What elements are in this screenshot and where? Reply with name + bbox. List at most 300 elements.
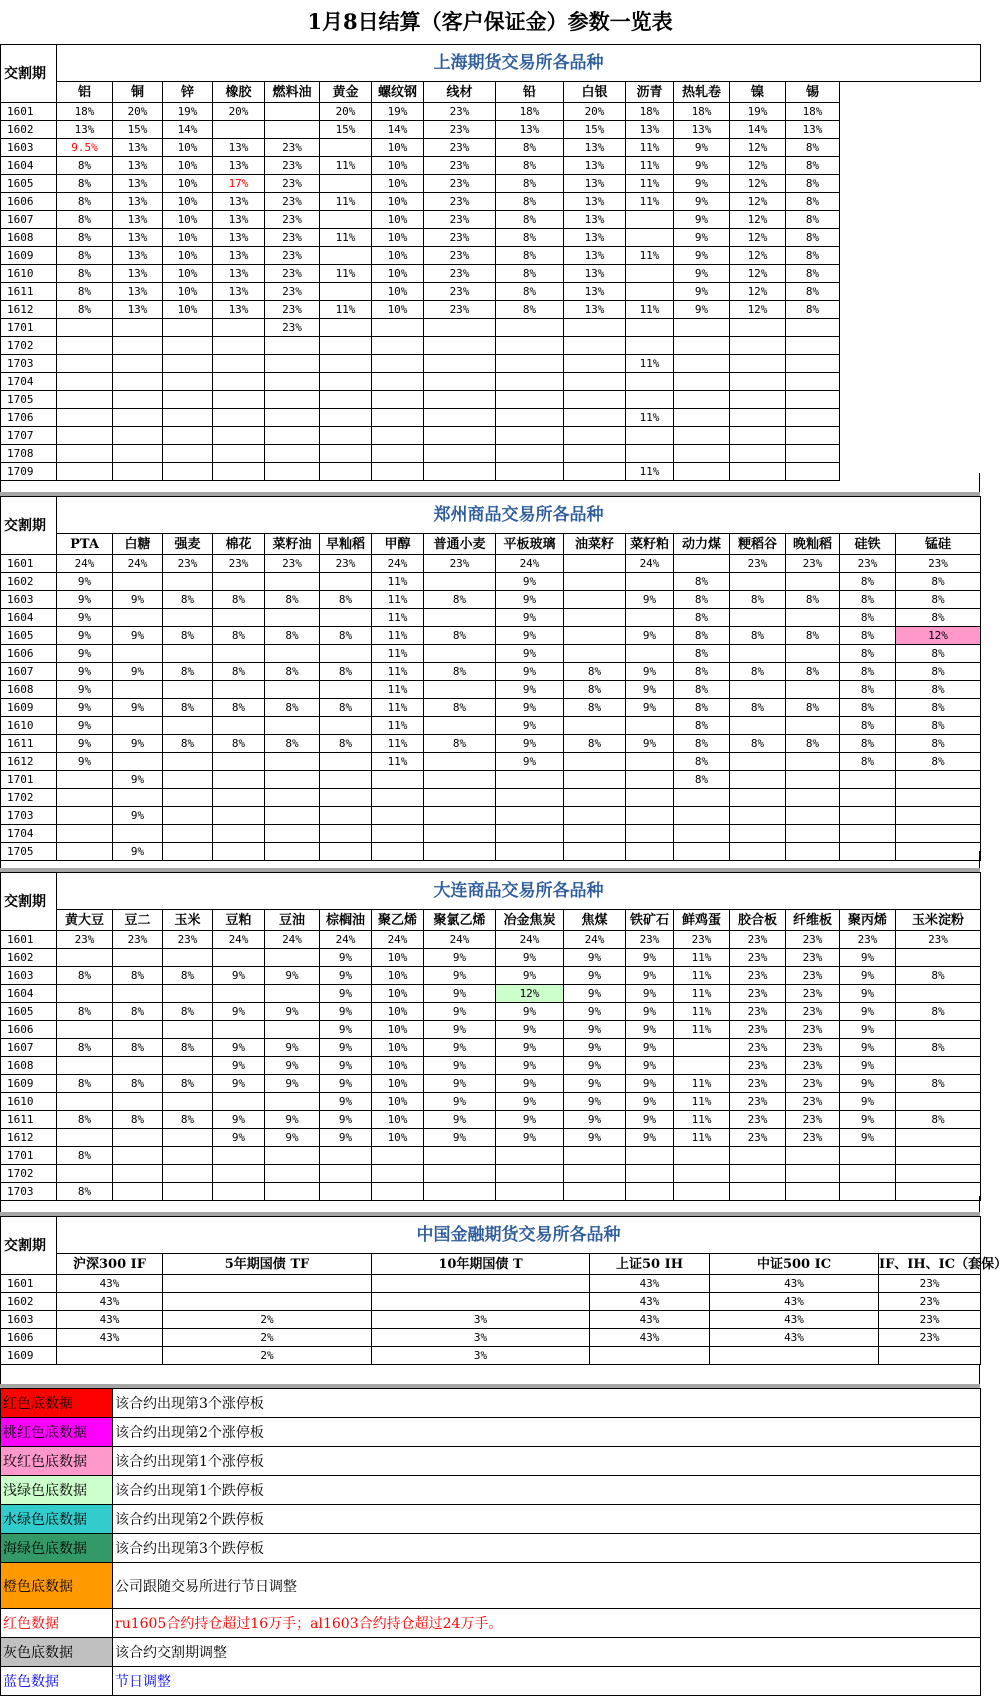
margin-cell: 8% <box>674 753 730 771</box>
margin-cell: 9% <box>840 1075 896 1093</box>
margin-cell <box>730 1147 786 1165</box>
margin-cell <box>786 645 840 663</box>
margin-cell: 8% <box>674 717 730 735</box>
margin-cell: 23% <box>424 229 496 247</box>
margin-cell: 10% <box>372 949 424 967</box>
margin-cell <box>163 1057 213 1075</box>
margin-cell <box>896 1057 981 1075</box>
margin-cell <box>265 825 320 843</box>
margin-cell <box>57 1057 113 1075</box>
column-header: 螺纹钢 <box>372 82 424 103</box>
margin-cell: 8% <box>786 265 840 283</box>
margin-cell <box>113 445 163 463</box>
margin-cell <box>730 771 786 789</box>
margin-cell: 24% <box>424 931 496 949</box>
margin-cell <box>320 825 372 843</box>
margin-cell: 8% <box>896 1111 981 1129</box>
margin-cell: 9% <box>320 1129 372 1147</box>
legend-row <box>1 1447 981 1476</box>
exchange-title: 郑州商品交易所各品种 <box>57 497 981 534</box>
margin-cell <box>564 445 626 463</box>
margin-cell: 10% <box>372 1003 424 1021</box>
table-row <box>1 139 981 157</box>
contract-code: 1607 <box>1 663 57 681</box>
margin-cell <box>265 681 320 699</box>
exchange-table <box>0 1216 1007 1365</box>
margin-cell <box>564 789 626 807</box>
margin-cell: 8% <box>674 735 730 753</box>
margin-cell: 8% <box>564 699 626 717</box>
contract-code: 1605 <box>1 627 57 645</box>
margin-cell <box>213 717 265 735</box>
margin-cell <box>626 789 674 807</box>
margin-cell: 11% <box>372 753 424 771</box>
margin-cell: 8% <box>496 283 564 301</box>
contract-code: 1701 <box>1 1147 57 1165</box>
margin-cell: 8% <box>840 609 896 627</box>
margin-cell: 9% <box>626 627 674 645</box>
margin-cell <box>320 609 372 627</box>
margin-cell: 24% <box>57 555 113 573</box>
legend-label: 红色数据 <box>1 1609 113 1638</box>
table-row <box>1 717 981 735</box>
margin-cell <box>113 427 163 445</box>
margin-cell <box>674 391 730 409</box>
contract-code: 1604 <box>1 985 57 1003</box>
legend-description: 公司跟随交易所进行节日调整 <box>113 1563 981 1609</box>
margin-cell <box>786 391 840 409</box>
margin-cell <box>424 391 496 409</box>
margin-cell: 8% <box>896 591 981 609</box>
empty-cell <box>840 157 981 175</box>
margin-cell <box>786 753 840 771</box>
table-row <box>1 157 981 175</box>
margin-cell <box>564 1147 626 1165</box>
margin-cell: 10% <box>372 211 424 229</box>
margin-cell <box>213 121 265 139</box>
margin-cell: 8% <box>163 699 213 717</box>
margin-cell: 8% <box>896 1075 981 1093</box>
margin-cell: 11% <box>320 301 372 319</box>
margin-cell <box>57 949 113 967</box>
margin-cell: 9% <box>113 699 163 717</box>
margin-cell: 10% <box>163 139 213 157</box>
margin-cell <box>626 337 674 355</box>
table-row <box>1 1293 981 1311</box>
margin-cell: 8% <box>163 1003 213 1021</box>
column-header: 豆二 <box>113 910 163 931</box>
legend-row <box>1 1563 981 1609</box>
margin-cell <box>265 573 320 591</box>
margin-cell: 8% <box>674 681 730 699</box>
margin-cell: 9% <box>564 1129 626 1147</box>
contract-code: 1603 <box>1 1311 57 1329</box>
margin-cell: 11% <box>626 247 674 265</box>
margin-cell: 12% <box>730 283 786 301</box>
margin-cell: 8% <box>57 1147 113 1165</box>
margin-cell: 9% <box>265 1039 320 1057</box>
margin-cell: 8% <box>896 735 981 753</box>
column-header: 聚丙烯 <box>840 910 896 931</box>
contract-code: 1609 <box>1 1075 57 1093</box>
margin-cell <box>786 337 840 355</box>
margin-cell: 23% <box>786 1021 840 1039</box>
margin-cell <box>113 573 163 591</box>
margin-cell: 9% <box>496 735 564 753</box>
margin-cell: 8% <box>840 753 896 771</box>
table-row <box>1 591 981 609</box>
margin-cell: 11% <box>372 663 424 681</box>
contract-code: 1606 <box>1 645 57 663</box>
margin-cell <box>265 445 320 463</box>
margin-cell <box>113 645 163 663</box>
margin-cell: 10% <box>372 1039 424 1057</box>
margin-cell: 15% <box>113 121 163 139</box>
margin-cell: 8% <box>163 1075 213 1093</box>
margin-cell <box>730 427 786 445</box>
margin-cell: 23% <box>424 157 496 175</box>
margin-cell <box>213 1147 265 1165</box>
margin-cell: 23% <box>265 157 320 175</box>
margin-cell: 9% <box>674 139 730 157</box>
margin-cell: 23% <box>265 139 320 157</box>
contract-code: 1602 <box>1 573 57 591</box>
margin-cell <box>163 427 213 445</box>
margin-cell <box>564 337 626 355</box>
margin-cell: 8% <box>786 247 840 265</box>
table-row <box>1 1129 981 1147</box>
table-row <box>1 175 981 193</box>
margin-cell: 13% <box>113 139 163 157</box>
contract-code: 1609 <box>1 699 57 717</box>
margin-cell: 23% <box>265 265 320 283</box>
margin-cell <box>372 373 424 391</box>
table-row <box>1 229 981 247</box>
empty-cell <box>840 283 981 301</box>
margin-cell: 9% <box>564 1057 626 1075</box>
margin-cell <box>424 717 496 735</box>
margin-cell: 9% <box>496 699 564 717</box>
margin-cell <box>372 409 424 427</box>
margin-cell: 10% <box>372 265 424 283</box>
margin-cell: 23% <box>879 1293 981 1311</box>
margin-cell <box>496 445 564 463</box>
margin-cell: 23% <box>786 1057 840 1075</box>
contract-code: 1701 <box>1 771 57 789</box>
margin-cell <box>786 681 840 699</box>
margin-cell: 11% <box>372 699 424 717</box>
margin-cell: 23% <box>424 211 496 229</box>
margin-cell: 23% <box>730 1057 786 1075</box>
margin-cell: 12% <box>896 627 981 645</box>
margin-cell: 8% <box>424 591 496 609</box>
table-row <box>1 193 981 211</box>
margin-cell: 11% <box>626 175 674 193</box>
margin-cell: 23% <box>786 1129 840 1147</box>
margin-cell: 9% <box>496 1129 564 1147</box>
margin-cell <box>320 1147 372 1165</box>
margin-cell <box>163 1021 213 1039</box>
contract-code: 1608 <box>1 1057 57 1075</box>
exchange-table <box>0 496 981 861</box>
contract-code: 1609 <box>1 1347 57 1365</box>
margin-cell <box>840 825 896 843</box>
margin-cell: 12% <box>730 211 786 229</box>
margin-cell: 23% <box>879 1275 981 1293</box>
margin-cell <box>730 409 786 427</box>
margin-cell <box>320 337 372 355</box>
margin-cell: 9% <box>674 247 730 265</box>
margin-cell <box>163 1293 372 1311</box>
margin-cell <box>113 373 163 391</box>
column-header: 热轧卷 <box>674 82 730 103</box>
margin-cell: 24% <box>113 555 163 573</box>
margin-cell: 8% <box>163 967 213 985</box>
margin-cell: 9% <box>57 645 113 663</box>
margin-cell: 8% <box>896 699 981 717</box>
margin-cell: 9% <box>496 949 564 967</box>
margin-cell <box>896 1165 981 1183</box>
contract-code: 1705 <box>1 843 57 861</box>
margin-cell <box>786 355 840 373</box>
margin-cell <box>113 789 163 807</box>
margin-cell <box>320 409 372 427</box>
margin-cell: 20% <box>113 103 163 121</box>
margin-cell: 8% <box>840 591 896 609</box>
margin-cell <box>424 681 496 699</box>
margin-cell: 23% <box>265 193 320 211</box>
margin-cell <box>496 807 564 825</box>
empty-cell <box>840 139 981 157</box>
empty-cell <box>840 373 981 391</box>
margin-cell <box>372 1293 590 1311</box>
margin-cell: 3% <box>372 1347 590 1365</box>
margin-cell: 9% <box>564 985 626 1003</box>
margin-cell <box>213 391 265 409</box>
margin-cell <box>564 771 626 789</box>
margin-cell: 9% <box>626 735 674 753</box>
exchange-title: 大连商品交易所各品种 <box>57 873 981 910</box>
margin-cell: 23% <box>786 1003 840 1021</box>
column-header: 铁矿石 <box>626 910 674 931</box>
contract-code: 1702 <box>1 789 57 807</box>
margin-cell: 8% <box>163 735 213 753</box>
empty-cell <box>840 82 981 103</box>
margin-cell: 23% <box>265 211 320 229</box>
table-row <box>1 265 981 283</box>
column-header: 油菜籽 <box>564 534 626 555</box>
margin-cell: 9% <box>320 1039 372 1057</box>
margin-cell: 43% <box>590 1293 710 1311</box>
margin-cell: 24% <box>496 555 564 573</box>
margin-cell <box>213 445 265 463</box>
legend-description: 该合约交割期调整 <box>113 1638 981 1667</box>
margin-cell: 43% <box>710 1311 879 1329</box>
margin-cell: 13% <box>564 247 626 265</box>
period-header: 交割期 <box>1 873 57 931</box>
margin-cell: 23% <box>730 1039 786 1057</box>
margin-cell <box>564 409 626 427</box>
margin-cell <box>786 771 840 789</box>
table-row <box>1 609 981 627</box>
margin-cell: 9% <box>564 1003 626 1021</box>
margin-cell <box>320 175 372 193</box>
empty-cell <box>840 121 981 139</box>
margin-cell: 23% <box>213 555 265 573</box>
margin-cell: 23% <box>265 283 320 301</box>
column-header: 锡 <box>786 82 840 103</box>
margin-cell <box>730 645 786 663</box>
margin-cell <box>674 427 730 445</box>
legend-label: 蓝色数据 <box>1 1667 113 1696</box>
margin-cell <box>213 789 265 807</box>
margin-cell <box>163 373 213 391</box>
margin-cell: 23% <box>424 247 496 265</box>
margin-cell: 9% <box>674 283 730 301</box>
margin-cell: 23% <box>424 193 496 211</box>
margin-cell: 8% <box>163 591 213 609</box>
margin-cell: 12% <box>730 175 786 193</box>
table-row <box>1 789 981 807</box>
margin-cell: 11% <box>674 1129 730 1147</box>
margin-cell: 8% <box>57 247 113 265</box>
margin-cell: 9% <box>564 1021 626 1039</box>
column-header: 白银 <box>564 82 626 103</box>
column-header: 鲜鸡蛋 <box>674 910 730 931</box>
margin-cell <box>590 1347 710 1365</box>
margin-cell: 13% <box>113 265 163 283</box>
contract-code: 1709 <box>1 463 57 481</box>
margin-cell: 9% <box>674 157 730 175</box>
column-header: 菜籽粕 <box>626 534 674 555</box>
margin-cell <box>57 373 113 391</box>
contract-code: 1612 <box>1 301 57 319</box>
margin-cell <box>564 807 626 825</box>
margin-cell <box>113 409 163 427</box>
margin-cell: 23% <box>265 555 320 573</box>
margin-cell: 8% <box>786 663 840 681</box>
margin-cell: 9% <box>424 1075 496 1093</box>
margin-cell: 8% <box>57 1039 113 1057</box>
margin-cell: 9% <box>626 1003 674 1021</box>
margin-cell <box>626 1147 674 1165</box>
margin-cell <box>320 1165 372 1183</box>
margin-cell: 43% <box>57 1275 163 1293</box>
table-row <box>1 337 981 355</box>
margin-cell <box>564 627 626 645</box>
margin-cell: 9% <box>57 717 113 735</box>
margin-cell: 9% <box>424 967 496 985</box>
margin-cell: 11% <box>674 1111 730 1129</box>
margin-cell <box>113 1129 163 1147</box>
legend-row <box>1 1667 981 1696</box>
margin-cell <box>113 1021 163 1039</box>
contract-code: 1706 <box>1 409 57 427</box>
margin-cell <box>57 391 113 409</box>
margin-cell <box>372 427 424 445</box>
column-header: 玉米 <box>163 910 213 931</box>
table-row <box>1 699 981 717</box>
column-header: PTA <box>57 534 113 555</box>
margin-cell: 10% <box>372 157 424 175</box>
margin-cell: 8% <box>786 591 840 609</box>
margin-cell <box>896 1129 981 1147</box>
margin-cell <box>424 645 496 663</box>
contract-code: 1704 <box>1 825 57 843</box>
margin-cell: 9% <box>564 949 626 967</box>
margin-cell <box>163 771 213 789</box>
margin-cell <box>57 1021 113 1039</box>
margin-cell <box>786 609 840 627</box>
margin-cell: 43% <box>590 1329 710 1347</box>
legend-label: 灰色底数据 <box>1 1638 113 1667</box>
margin-cell: 8% <box>496 211 564 229</box>
margin-cell: 12% <box>730 265 786 283</box>
margin-cell <box>424 319 496 337</box>
margin-cell <box>424 789 496 807</box>
margin-cell <box>786 825 840 843</box>
margin-cell <box>496 337 564 355</box>
table-row <box>1 283 981 301</box>
margin-cell: 9% <box>564 967 626 985</box>
legend-label: 浅绿色底数据 <box>1 1476 113 1505</box>
margin-cell: 23% <box>730 1129 786 1147</box>
margin-cell: 23% <box>265 319 320 337</box>
margin-cell <box>163 985 213 1003</box>
column-header: 镍 <box>730 82 786 103</box>
exchange-title: 上海期货交易所各品种 <box>57 45 981 82</box>
margin-cell <box>213 645 265 663</box>
margin-cell <box>163 825 213 843</box>
column-header: 锰硅 <box>896 534 981 555</box>
margin-cell <box>896 771 981 789</box>
margin-cell: 9% <box>626 949 674 967</box>
margin-cell: 11% <box>626 355 674 373</box>
color-legend <box>0 1388 981 1696</box>
margin-cell: 20% <box>564 103 626 121</box>
margin-cell: 23% <box>896 931 981 949</box>
contract-code: 1608 <box>1 681 57 699</box>
margin-cell <box>424 373 496 391</box>
margin-cell: 23% <box>163 555 213 573</box>
margin-cell: 8% <box>840 735 896 753</box>
margin-cell: 13% <box>564 157 626 175</box>
margin-cell <box>113 753 163 771</box>
margin-cell: 11% <box>674 1021 730 1039</box>
margin-cell <box>57 789 113 807</box>
margin-cell: 11% <box>372 645 424 663</box>
margin-cell <box>213 609 265 627</box>
legend-row <box>1 1638 981 1667</box>
margin-cell: 10% <box>163 301 213 319</box>
margin-cell: 23% <box>786 1093 840 1111</box>
margin-cell: 9% <box>840 985 896 1003</box>
exchange-table <box>0 872 981 1201</box>
margin-cell: 11% <box>674 1075 730 1093</box>
margin-cell <box>496 409 564 427</box>
margin-cell <box>372 355 424 373</box>
margin-cell <box>372 807 424 825</box>
margin-cell: 11% <box>626 193 674 211</box>
margin-cell <box>626 825 674 843</box>
column-header: 动力煤 <box>674 534 730 555</box>
margin-cell: 23% <box>424 139 496 157</box>
margin-cell <box>265 1021 320 1039</box>
margin-cell: 12% <box>730 247 786 265</box>
margin-cell: 9% <box>57 609 113 627</box>
column-header: 聚氯乙烯 <box>424 910 496 931</box>
margin-cell: 13% <box>564 175 626 193</box>
